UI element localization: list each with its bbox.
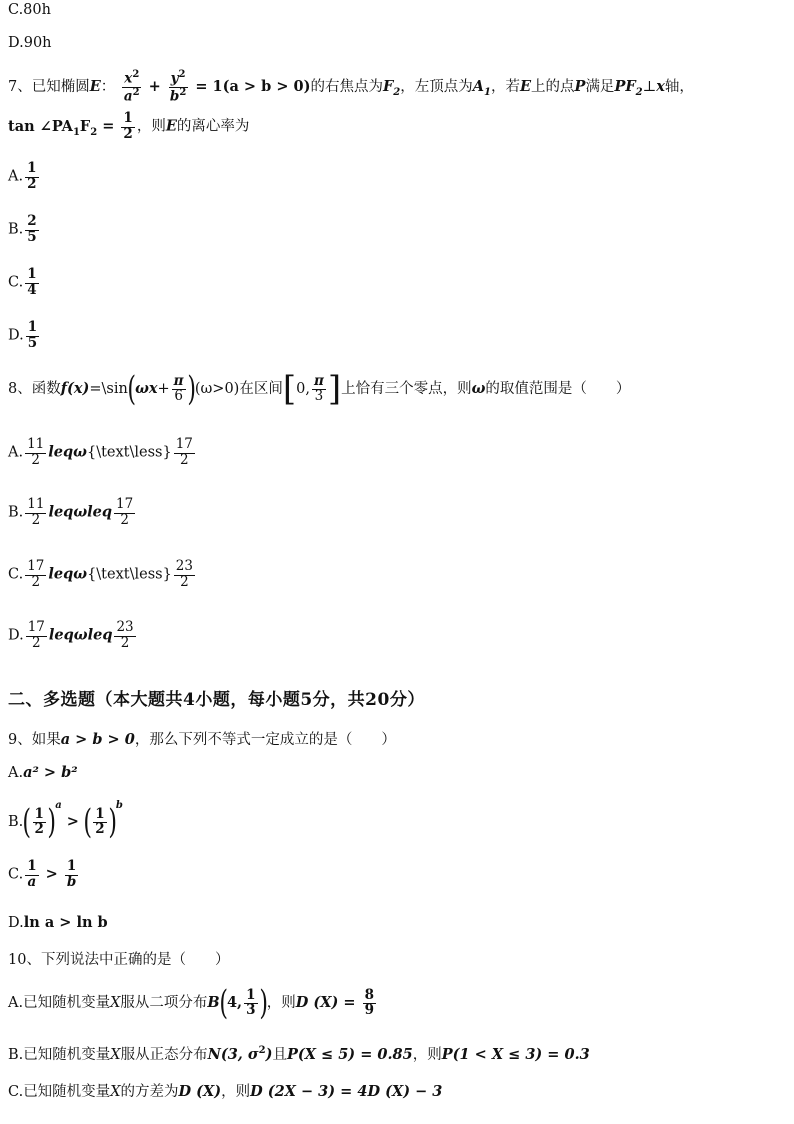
q7-option-d: D. $\frac{1}{5}$ [8,319,38,351]
q9-b-paren-close-2: ) [107,802,117,842]
q8-option-b: B. $\frac{11}{2}$ leqωleq $\frac{17}{2}$ [8,496,134,528]
q8-option-c-frac1: $\frac{17}{2}$ [27,558,45,590]
q8-number: 8、函数 [8,381,61,397]
q10-option-a: A.已知随机变量X服从二项分布B(4, $\frac{1}{3}$ )，则D (X) = $\frac{8}{9}$ [8,983,375,1023]
q8-stem: 8、函数f(x)=\sin(ωx+ $\frac{\pi}{6}$ )(ω>0)在区间[0, $\frac{\pi}{3}$ ]上恰有三个零点，则ω的取值范围是（ ） [8,369,631,409]
q7-option-b-frac: $\frac{2}{5}$ [27,213,37,245]
q10-option-b: B.已知随机变量X服从正态分布N(3, $\sigma^2$)且P(X ≤ 5) = 0.85，则P(1 < X ≤ 3) = 0.3 [8,1045,590,1063]
q9-number: 9、如果 [8,732,61,748]
q9-option-c: C. $\frac{1}{a}$ > $\frac{1}{b}$ [8,858,77,890]
q8-right-paren: ) [186,369,196,409]
q7-number: 7、已知椭圆 [8,79,90,95]
q8-option-a-frac1: $\frac{11}{2}$ [27,436,45,468]
q7-tan: $\tan \angle PA_1F_2$ [8,117,98,138]
q9-c-frac-1: $\frac{1}{a}$ [27,858,37,890]
q7-frac-y2-b2: $\frac{y^2}{b^2}$ [169,69,187,105]
q8-option-b-frac1: $\frac{11}{2}$ [27,496,45,528]
q8-option-d: D. $\frac{17}{2}$ leqωleq $\frac{23}{2}$ [8,619,134,651]
q7-ellipse-name: E [89,78,101,95]
q7-option-c-frac: $\frac{1}{4}$ [27,266,37,298]
q8-function: f(x) [60,380,90,397]
q8-left-bracket: [ [282,369,297,409]
q7-option-c: C. $\frac{1}{4}$ [8,266,37,298]
q7-option-b: B. $\frac{2}{5}$ [8,213,37,245]
q7-pf2: $PF_2$ [614,78,643,98]
q10-a-paren-close: ) [258,983,268,1023]
q9-b-paren-open-2: ( [83,802,92,842]
q8-option-d-frac1: $\frac{17}{2}$ [27,619,45,651]
q9-b-paren-open-1: ( [22,802,32,842]
q10-option-c: C.已知随机变量X的方差为D (X)，则D (2X − 3) = 4D (X) − 3 [8,1083,443,1100]
q8-option-d-frac2: $\frac{23}{2}$ [116,619,134,651]
q7-vertex: $A_1$ [472,78,491,98]
q10-a-frac-one-third: $\frac{1}{3}$ [246,986,256,1018]
q10-number: 10、下列说法中正确的是（ ） [8,952,230,968]
q9-option-a: A.a² > b² [8,764,78,781]
q8-option-a: A. $\frac{11}{2}$ leqω{\text\less} $\frac{17}{2}$ [8,436,193,468]
q7-stem-line1: 7、已知椭圆E： $\frac{x^2}{a^2}$ + $\frac{y^2}{b^2}$ = 1(a > b > 0)的右焦点为$F_2$，左顶点为$A_1$，若E上的点P满足$PF_2\perp x$轴， [8,69,694,105]
q8-option-c: C. $\frac{17}{2}$ leqω{\text\less} $\frac{23}{2}$ [8,558,193,590]
q9-option-b: B.( $\frac{1}{2}$ )$^a$ > ( $\frac{1}{2}$ )$^b$ [8,800,123,842]
q6-option-c [8,2,51,18]
q6-option-d-text: D.90h [8,35,52,51]
q9-c-frac-2: $\frac{1}{b}$ [66,858,77,890]
q9-b-paren-close-1: ) [47,802,56,842]
q7-condition: = 1(a > b > 0) [190,78,311,95]
q8-option-a-frac2: $\frac{17}{2}$ [175,436,193,468]
q6-option-d [8,35,52,51]
q8-frac-pi-3: $\frac{\pi}{3}$ [313,372,324,404]
q9-stem: 9、如果a > b > 0，那么下列不等式一定成立的是（ ） [8,731,396,748]
q7-option-d-frac: $\frac{1}{5}$ [27,319,38,351]
q8-frac-pi-6: $\frac{\pi}{6}$ [173,372,184,404]
q7-option-a: A. $\frac{1}{2}$ [8,160,37,192]
q7-stem-line2: $\tan \angle PA_1F_2$ = $\frac{1}{2}$ ，则E的离心率为 [8,110,250,142]
q6-option-c-text: C.80h [8,2,51,18]
q7-option-a-frac: $\frac{1}{2}$ [27,160,37,192]
q7-frac-half: $\frac{1}{2}$ [123,110,133,142]
q7-focus: $F_2$ [382,78,401,98]
q8-right-bracket: ] [327,369,342,409]
q8-option-c-frac2: $\frac{23}{2}$ [175,558,193,590]
section-heading-multiple-choice: 二、多选题（本大题共4小题，每小题5分，共20分） [8,690,425,710]
q7-frac-x2-a2: $\frac{x^2}{a^2}$ [123,69,140,105]
q8-option-b-frac2: $\frac{17}{2}$ [116,496,134,528]
q9-option-d: D.ln a > ln b [8,914,108,931]
q9-b-frac-2: $\frac{1}{2}$ [95,805,105,837]
q7-colon: ： [100,79,116,95]
q10-a-frac-eight-ninths: $\frac{8}{9}$ [364,986,375,1018]
q9-b-frac-1: $\frac{1}{2}$ [34,805,44,837]
q10-stem [8,948,229,969]
q10-a-paren-open: ( [219,983,228,1023]
q8-left-paren: ( [127,369,136,409]
